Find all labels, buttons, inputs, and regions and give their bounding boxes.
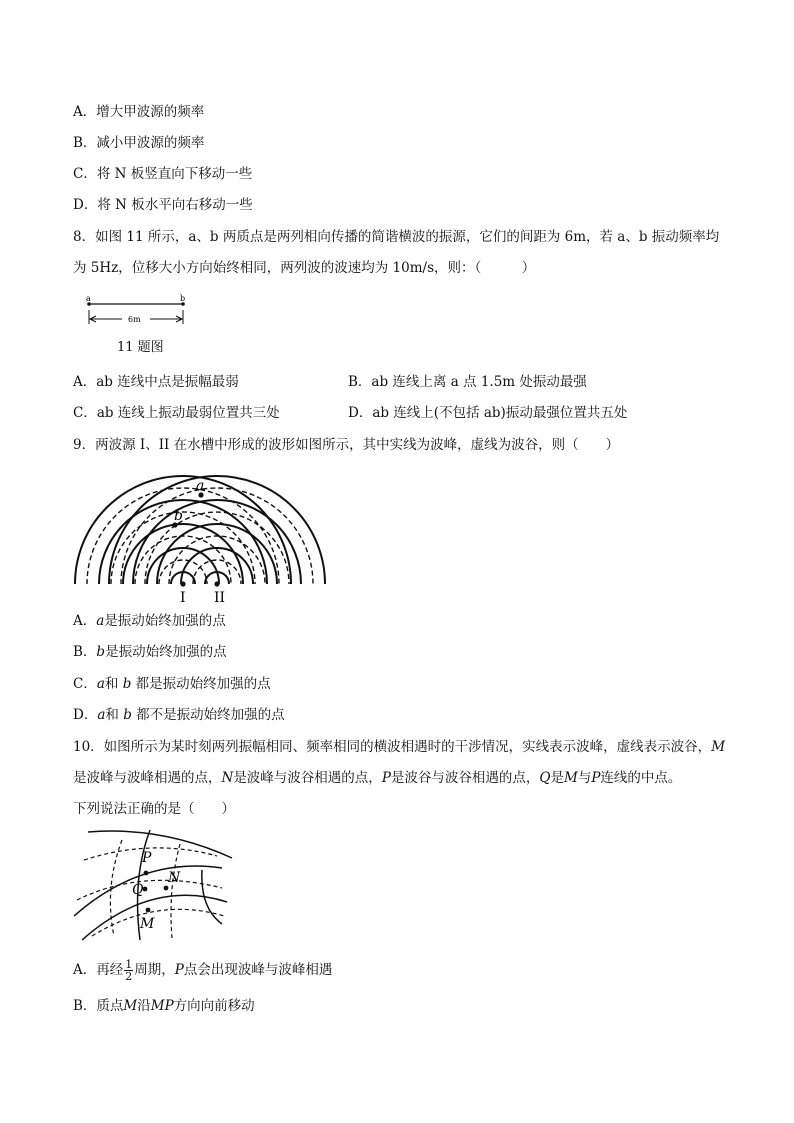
q8-figure	[80, 292, 190, 328]
q10-label-m: M	[140, 916, 155, 932]
q9-label-source-2: II	[214, 590, 226, 606]
q9-option-c: C．a和 b 都是振动始终加强的点	[73, 676, 271, 692]
q9-source-1-dot	[180, 581, 185, 586]
q9-option-d: D．a和 b 都不是振动始终加强的点	[73, 707, 285, 723]
q9-wave-figure	[70, 462, 330, 607]
q9-label-b: b	[174, 508, 183, 524]
q10-label-q: Q	[132, 882, 144, 898]
q8-option-d: D．ab 连线上(不包括 ab)振动最强位置共五处	[348, 405, 628, 421]
q10-label-p: P	[142, 850, 152, 866]
q10-label-n: N	[168, 870, 181, 886]
q8-stem-line2: 为 5Hz，位移大小方向始终相同，两列波的波速均为 10m/s，则：（ ）	[73, 260, 536, 276]
q9-option-b: B．b是振动始终加强的点	[73, 644, 227, 660]
q8-figure-caption: 11 题图	[117, 340, 164, 355]
q10-stem-line1: 10．如图所示为某时刻两列振幅相同、频率相同的横波相遇时的干涉情况，实线表示波峰，虚线表示波谷，M	[73, 739, 726, 755]
q9-label-a: a	[196, 478, 205, 494]
q9-option-a: A．a是振动始终加强的点	[73, 613, 226, 629]
q7-option-a: A．增大甲波源的频率	[73, 104, 205, 120]
q7-option-d: D．将 N 板水平向右移动一些	[73, 197, 253, 213]
q8-option-b: B．ab 连线上离 a 点 1.5m 处振动最强	[348, 374, 587, 390]
q8-option-a: A．ab 连线中点是振幅最弱	[73, 374, 239, 390]
fraction-one-half: $\frac{1}{2}$	[125, 958, 133, 983]
q8-fig-distance: 6m	[128, 315, 141, 324]
q7-option-c: C．将 N 板竖直向下移动一些	[73, 166, 253, 182]
q9-source-2-dot	[214, 581, 219, 586]
q10-stem-line2: 是波峰与波峰相遇的点，N是波峰与波谷相遇的点，P是波谷与波谷相遇的点，Q是M与P连线的中点。	[73, 770, 682, 786]
q8-stem-line1: 8．如图 11 所示，a、b 两质点是两列相向传播的简谐横波的振源，它们的间距为 6m，若 a、b 振动频率均	[73, 229, 720, 245]
q10-interference-figure	[72, 828, 232, 940]
q10-option-a: A．再经 $\frac{1}{2}$ 周期，P点会出现波峰与波峰相遇	[73, 958, 333, 983]
q8-option-c: C．ab 连线上振动最弱位置共三处	[73, 405, 280, 421]
q10-option-b: B．质点M沿MP方向向前移动	[73, 998, 255, 1014]
q8-fig-label-b: b	[180, 294, 186, 303]
q8-fig-label-a: a	[86, 294, 91, 303]
q7-option-b: B．减小甲波源的频率	[73, 135, 205, 151]
q9-label-source-1: I	[180, 590, 186, 606]
q10-stem-line3: 下列说法正确的是（ ）	[73, 801, 235, 817]
q9-stem: 9．两波源 I、II 在水槽中形成的波形如图所示，其中实线为波峰，虚线为波谷，则（ ）	[73, 437, 620, 453]
